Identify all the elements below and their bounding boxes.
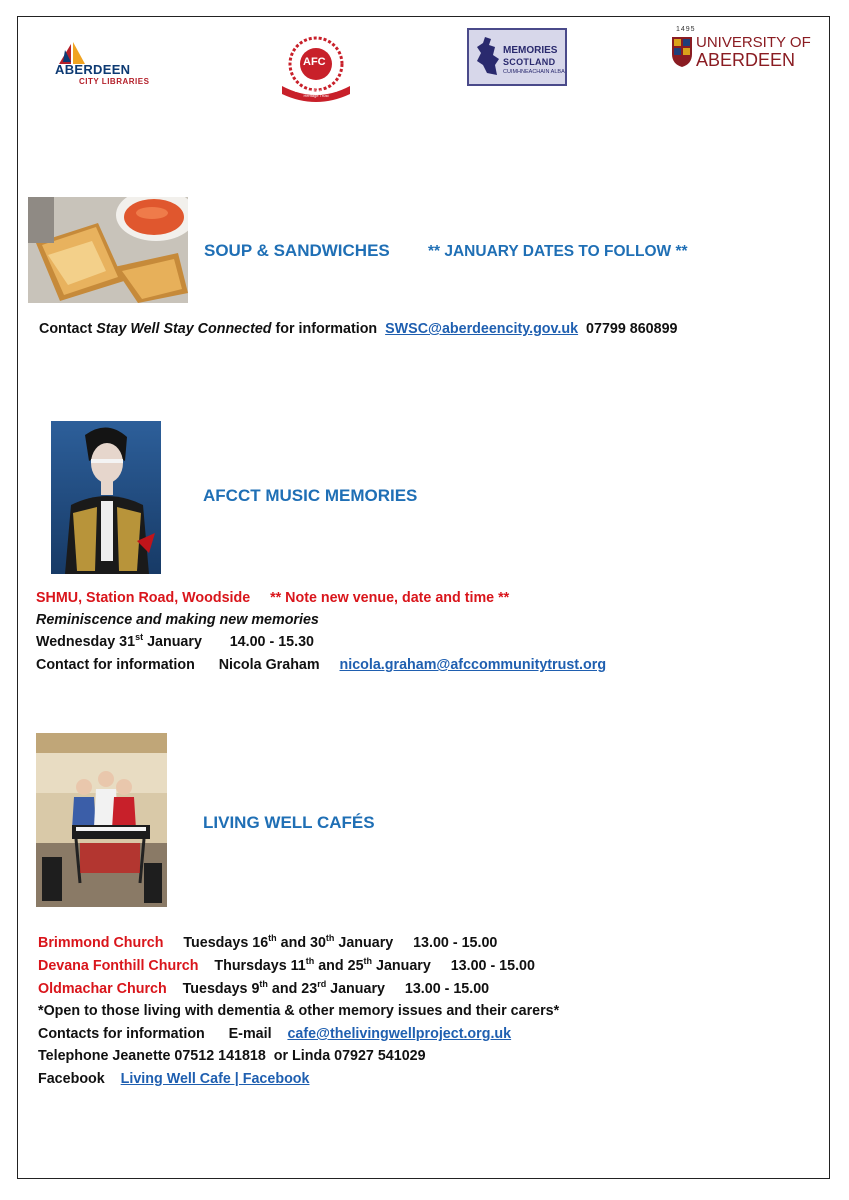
- music-heading: AFCCT MUSIC MEMORIES: [203, 486, 418, 505]
- date-suffix: th: [268, 933, 277, 944]
- aberdeen-city-libraries-logo: [55, 42, 175, 86]
- soup-sandwiches-photo: [28, 197, 188, 303]
- logo-title: ABERDEEN: [55, 62, 131, 77]
- music-memories-photo: [51, 421, 161, 574]
- logo-line-2: SCOTLAND: [503, 57, 556, 67]
- facebook-label: Facebook: [38, 1071, 105, 1087]
- soup-dates-note: ** JANUARY DATES TO FOLLOW **: [428, 243, 688, 260]
- cafe-mid: and 30: [276, 935, 326, 951]
- cafe-day: Tuesdays 9: [182, 981, 260, 997]
- soup-phone: 07799 860899: [586, 321, 678, 337]
- cafe-mid: and 23: [267, 981, 318, 997]
- cafe-time: 13.00 - 15.00: [413, 935, 498, 951]
- music-date-month: January: [143, 634, 202, 650]
- music-contact-name: Nicola Graham: [218, 657, 320, 673]
- cafe-time: 13.00 - 15.00: [404, 981, 490, 997]
- logo-line-1: UNIVERSITY OF: [696, 34, 811, 51]
- music-venue-note: ** Note new venue, date and time **: [270, 590, 510, 606]
- music-venue-line: [36, 590, 509, 606]
- cafe-church: Brimmond Church: [38, 935, 164, 951]
- university-shield-icon: [671, 36, 693, 68]
- date-suffix: rd: [317, 979, 327, 990]
- contact-org: Stay Well Stay Connected: [96, 321, 272, 337]
- cafe-church: Devana Fonthill Church: [38, 958, 199, 974]
- cafe-email-label: E-mail: [228, 1026, 272, 1042]
- cafe-month: January: [334, 935, 394, 951]
- contact-mid: for information: [271, 321, 378, 337]
- cafe-time: 13.00 - 15.00: [450, 958, 535, 974]
- music-contact-label: Contact for information: [36, 657, 195, 673]
- cafe-day: Thursdays 11: [214, 958, 306, 974]
- cafe-month: January: [326, 981, 385, 997]
- facebook-link[interactable]: Living Well Cafe | Facebook: [120, 1071, 310, 1087]
- cafe-telephone: Telephone Jeanette 07512 141818 or Linda 07927 541029: [38, 1048, 426, 1064]
- cafe-mid: and 25: [314, 958, 364, 974]
- logo-subtitle: CITY LIBRARIES: [79, 77, 150, 86]
- cafe-contact-line: [38, 1026, 511, 1042]
- music-date-line: [36, 634, 314, 650]
- university-of-aberdeen-logo: [668, 26, 811, 76]
- cafe-open-note: *Open to those living with dementia & other memory issues and their carers*: [38, 1003, 560, 1019]
- music-time: 14.00 - 15.30: [229, 634, 314, 650]
- scotland-map-icon: [473, 35, 503, 79]
- cafe-heading: LIVING WELL CAFÉS: [203, 813, 375, 832]
- logo-line-2: ABERDEEN: [696, 50, 796, 70]
- cafe-day: Tuesdays 16: [183, 935, 269, 951]
- music-venue: SHMU, Station Road, Woodside: [36, 590, 251, 606]
- date-suffix: th: [305, 956, 315, 967]
- cafe-month: January: [372, 958, 431, 974]
- afc-caption: Aberdeen Football Club Heritage Trust: [294, 88, 338, 98]
- music-date: Wednesday 31: [36, 634, 136, 650]
- music-date-suffix: st: [135, 632, 144, 643]
- cafe-church: Oldmachar Church: [38, 981, 167, 997]
- date-suffix: th: [259, 979, 268, 990]
- contact-prefix: Contact: [39, 321, 97, 337]
- music-email-link[interactable]: nicola.graham@afccommunitytrust.org: [339, 657, 607, 673]
- cafe-contacts-label: Contacts for information: [38, 1026, 205, 1042]
- soup-contact-line: [39, 321, 677, 337]
- music-contact-line: [36, 657, 606, 673]
- cafe-venue-row: [38, 981, 489, 997]
- soup-email-link[interactable]: SWSC@aberdeencity.gov.uk: [385, 321, 579, 337]
- logo-line-3: CUIMHNEACHAIN ALBA: [503, 69, 565, 75]
- soup-heading: SOUP & SANDWICHES: [204, 241, 390, 260]
- music-description: Reminiscence and making new memories: [36, 612, 319, 628]
- afc-heritage-trust-logo: [276, 34, 356, 106]
- afc-monogram: AFC: [303, 56, 326, 68]
- founding-year: 1495: [676, 26, 696, 33]
- cafe-venue-row: [38, 958, 535, 974]
- cafe-email-link[interactable]: cafe@thelivingwellproject.org.uk: [287, 1026, 512, 1042]
- date-suffix: th: [363, 956, 373, 967]
- cafe-venue-row: [38, 935, 497, 951]
- date-suffix: th: [325, 933, 335, 944]
- logo-line-1: MEMORIES: [503, 45, 558, 56]
- cafe-facebook-line: [38, 1071, 309, 1087]
- living-well-cafe-photo: [36, 733, 167, 907]
- memories-scotland-logo: [467, 28, 569, 88]
